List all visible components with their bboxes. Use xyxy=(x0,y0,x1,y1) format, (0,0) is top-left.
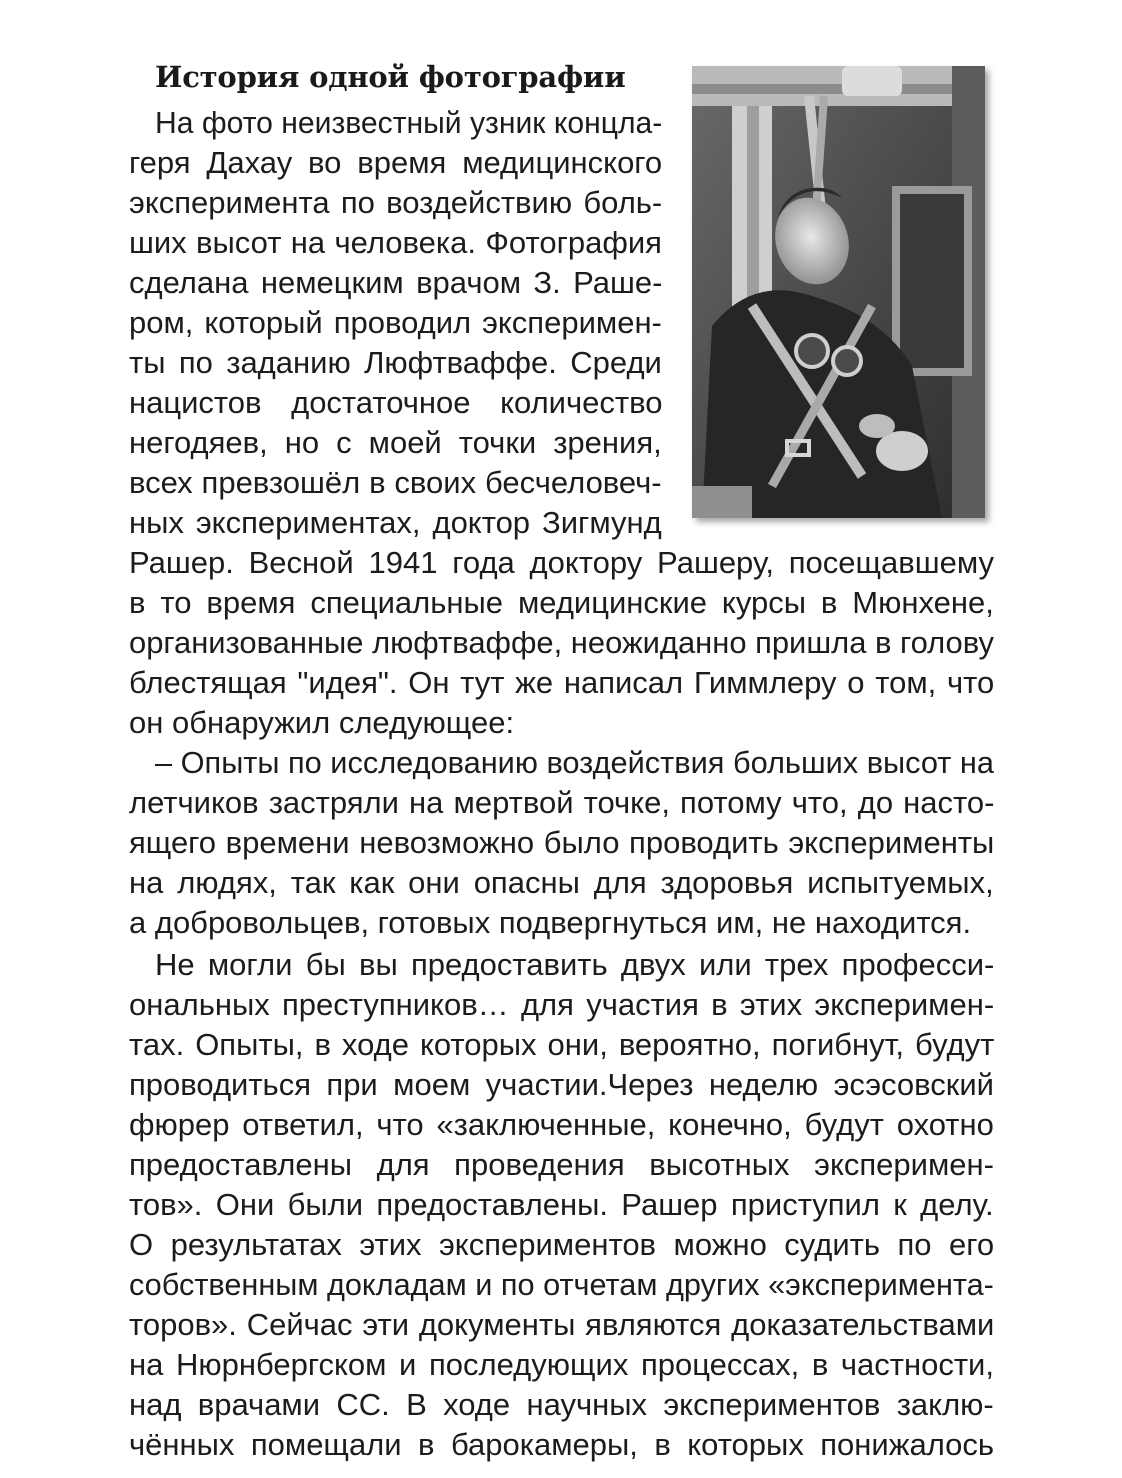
text-line: тах. Опыты, в ходе которых они, вероятно, погибнут, будут xyxy=(129,1027,995,1062)
text-line: нацистов достаточное количество xyxy=(129,385,663,420)
text-line: он обнаружил следующее: xyxy=(129,705,515,740)
photo-image xyxy=(692,66,985,518)
text-line: а добровольцев, готовых подвергнуться им, не находится. xyxy=(129,905,972,940)
text-line: ших высот на человека. Фотография xyxy=(129,225,662,260)
text-line: проводиться при моем участии.Через неделю эсэсовский xyxy=(129,1067,994,1102)
text-line: Рашер. Весной 1941 года доктору Рашеру, посещавшему xyxy=(129,545,994,580)
text-line: ром, который проводил эксперимен- xyxy=(129,305,662,340)
text-line: на людях, так как они опасны для здоровья испытуемых, xyxy=(129,865,994,900)
text-line: на Нюрнбергском и последующих процессах, в частности, xyxy=(129,1347,994,1382)
text-line: На фото неизвестный узник концла- xyxy=(155,105,663,140)
text-line: летчиков застряли на мертвой точке, потому что, до насто- xyxy=(129,785,995,820)
text-line: над врачами СС. В ходе научных экспериментов заклю- xyxy=(129,1387,994,1422)
text-line: торов». Сейчас эти документы являются доказательствами xyxy=(129,1307,995,1342)
text-line: ональных преступников… для участия в этих эксперимен- xyxy=(129,987,995,1022)
text-line: предоставлены для проведения высотных эксперимен- xyxy=(129,1147,994,1182)
text-line: негодяев, но с моей точки зрения, xyxy=(129,425,662,460)
text-line: собственным докладам и по отчетам других «эксперимента- xyxy=(129,1267,994,1302)
text-line: ящего времени невозможно было проводить эксперименты xyxy=(129,825,995,860)
text-line: фюрер ответил, что «заключенные, конечно, будут охотно xyxy=(129,1107,994,1142)
text-line: в то время специальные медицинские курсы в Мюнхене, xyxy=(129,585,994,620)
text-line: всех превзошёл в своих бесчеловеч- xyxy=(129,465,662,500)
text-line: геря Дахау во время медицинского xyxy=(129,145,663,180)
text-line: эксперимента по воздействию боль- xyxy=(129,185,663,220)
text-line: блестящая "идея". Он тут же написал Гиммлеру о том, что xyxy=(129,665,995,700)
text-line: тов». Они были предоставлены. Рашер приступил к делу. xyxy=(129,1187,994,1222)
text-line: организованные люфтваффе, неожиданно пришла в голову xyxy=(129,625,994,660)
text-line: ты по заданию Люфтваффе. Среди xyxy=(129,345,662,380)
text-line: сделана немецким врачом З. Раше- xyxy=(129,265,663,300)
text-line: – Опыты по исследованию воздействия больших высот на xyxy=(155,745,994,780)
historical-photo xyxy=(692,66,985,518)
text-line: ных экспериментах, доктор Зигмунд xyxy=(129,505,662,540)
article-title: История одной фотографии xyxy=(155,60,626,94)
text-line: Не могли бы вы предоставить двух или трех професси- xyxy=(155,947,995,982)
text-line: О результатах этих экспериментов можно судить по его xyxy=(129,1227,995,1262)
text-line: чённых помещали в барокамеры, в которых понижалось xyxy=(129,1427,995,1462)
